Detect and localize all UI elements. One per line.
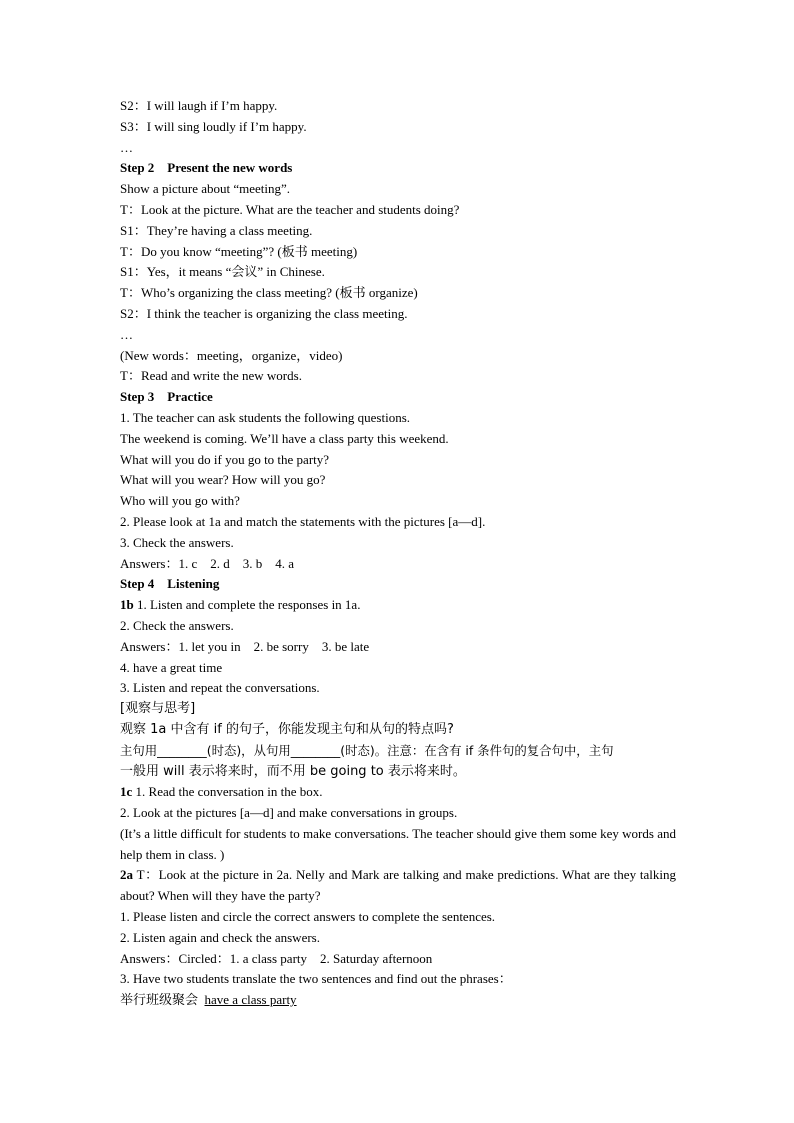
text-line: T：Read and write the new words. (120, 368, 302, 384)
text-line: (New words：meeting，organize，video) (120, 347, 343, 363)
text-paragraph (120, 865, 676, 907)
text-line: 3. Check the answers. (120, 534, 234, 550)
text-line: The weekend is coming. We’ll have a class party this weekend. (120, 430, 449, 446)
section-label-1c: 1c (120, 784, 133, 800)
text-line: 2. Please look at 1a and match the statements with the pictures [a—d]. (120, 513, 486, 529)
section-text: 1. Read the conversation in the box. (132, 784, 323, 800)
text-line: Show a picture about “meeting”. (120, 181, 291, 197)
text-line: S1：They’re having a class meeting. (120, 222, 313, 238)
text-line: S2：I think the teacher is organizing the class meeting. (120, 305, 408, 321)
text-line: Who will you go with? (120, 493, 240, 509)
text-line: 主句用________(时态)，从句用________(时态)。注意：在含有 if 条件句的复合句中，主句 (120, 742, 614, 758)
document-body (120, 96, 676, 1012)
answers-line: Answers：1. c 2. d 3. b 4. a (120, 555, 295, 571)
step4-heading: Step 4 Listening (120, 576, 220, 592)
text-line: 1. The teacher can ask students the following questions. (120, 409, 411, 425)
text-line: [观察与思考] (120, 701, 196, 717)
step3-heading: Step 3 Practice (120, 389, 213, 405)
text-line: 2. Check the answers. (120, 617, 234, 633)
text-line (120, 595, 676, 616)
text-line (120, 782, 676, 803)
text-line: 3. Listen and repeat the conversations. (120, 680, 320, 696)
text-line: … (120, 139, 133, 155)
text-line: S1：Yes，it means “会议” in Chinese. (120, 264, 325, 280)
text-line: 4. have a great time (120, 659, 223, 675)
section-text: T：Look at the picture in 2a. Nelly and Mark are talking and make predictions. What are they talking about? When will they have the party? (120, 867, 676, 904)
text-line: 一般用 will 表示将来时，而不用 be going to 表示将来时。 (120, 763, 466, 779)
section-text: 1. Listen and complete the responses in 1a. (133, 597, 361, 613)
section-label-2a: 2a (120, 867, 133, 883)
answers-line: Answers：Circled：1. a class party 2. Saturday afternoon (120, 950, 433, 966)
text-line (120, 990, 676, 1012)
text-line: T：Look at the picture. What are the teacher and students doing? (120, 201, 460, 217)
step2-heading: Step 2 Present the new words (120, 160, 293, 176)
text-paragraph: (It’s a little difficult for students to make conversations. The teacher should give them some key words and help them in class. ) (120, 825, 676, 862)
text-line: 1. Please listen and circle the correct answers to complete the sentences. (120, 909, 496, 925)
section-label-1b: 1b (120, 597, 134, 613)
answers-line: Answers：1. let you in 2. be sorry 3. be late (120, 638, 370, 654)
text-line: 3. Have two students translate the two sentences and find out the phrases： (120, 971, 512, 987)
text-line: T：Do you know “meeting”? (板书 meeting) (120, 243, 358, 259)
text-line: What will you do if you go to the party? (120, 451, 330, 467)
text-line: T：Who’s organizing the class meeting? (板书 organize) (120, 285, 418, 301)
text-line: … (120, 326, 133, 342)
text-line: What will you wear? How will you go? (120, 472, 326, 488)
text-line: 2. Listen again and check the answers. (120, 929, 320, 945)
text-line: 观察 1a 中含有 if 的句子，你能发现主句和从句的特点吗? (120, 721, 454, 737)
text-line: S3：I will sing loudly if I’m happy. (120, 118, 307, 134)
phrase-english: have a class party (204, 992, 297, 1008)
phrase-chinese: 举行班级聚会 (120, 993, 199, 1009)
text-line: 2. Look at the pictures [a—d] and make conversations in groups. (120, 805, 458, 821)
text-line: S2：I will laugh if I’m happy. (120, 98, 278, 113)
